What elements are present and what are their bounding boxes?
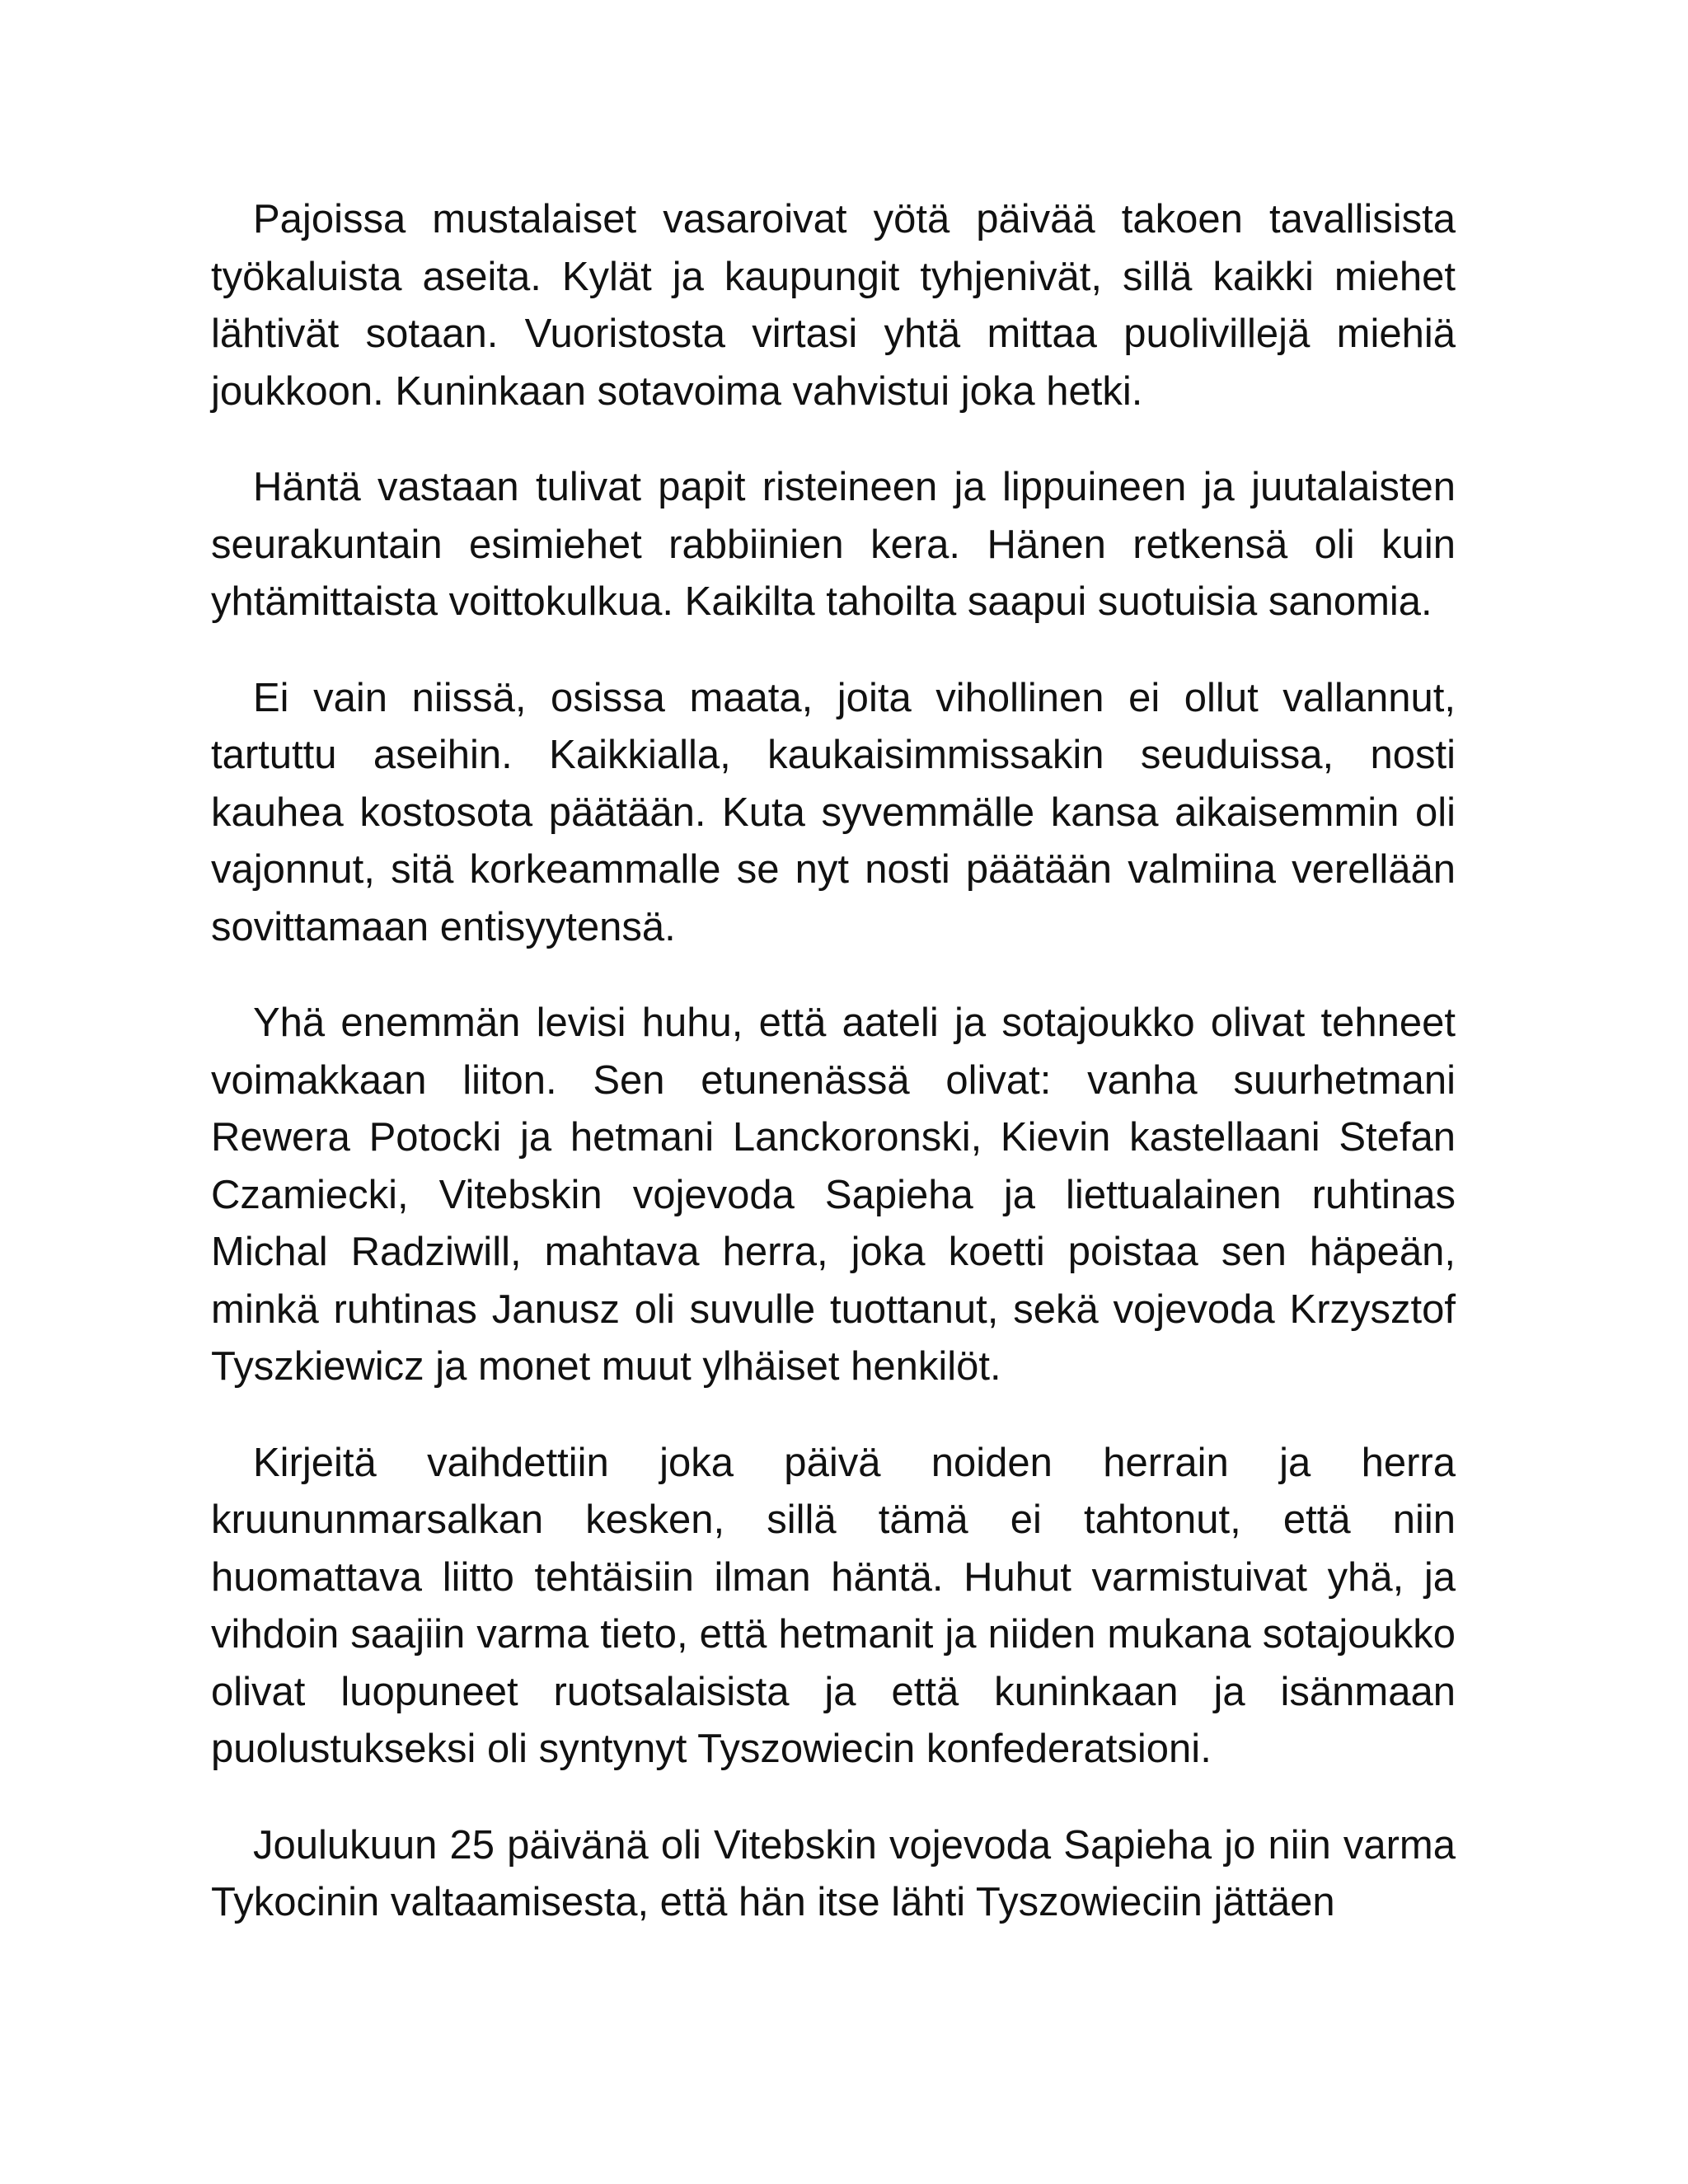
paragraph-3: Ei vain niissä, osissa maata, joita vihollinen ei ollut vallannut, tartuttu aseihin. Kaikkialla, kaukaisimmissakin seuduissa, nosti kauhea kostosota päätään. Kuta syvemmälle kansa aikaisemmin oli vajonnut, sitä korkeammalle se nyt nosti päätään valmiina verellään sovittamaan entisyytensä.	[211, 675, 1456, 949]
paragraph-4: Yhä enemmän levisi huhu, että aateli ja sotajoukko olivat tehneet voimakkaan liiton. Sen etunenässä olivat: vanha suurhetmani Rewera Potocki ja hetmani Lanckoronski, Kievin kastellaani Stefan Czamiecki, Vitebskin vojevoda Sapieha ja liettualainen ruhtinas Michal Radziwill, mahtava herra, joka koetti poistaa sen häpeän, minkä ruhtinas Janusz oli suvulle tuottanut, sekä vojevoda Krzysztof Tyszkiewicz ja monet muut ylhäiset henkilöt.	[211, 1001, 1456, 1389]
paragraph-5: Kirjeitä vaihdettiin joka päivä noiden herrain ja herra kruununmarsalkan kesken, sillä tämä ei tahtonut, että niin huomattava liitto tehtäisiin ilman häntä. Huhut varmistuivat yhä, ja vihdoin saajiin varma tieto, että hetmanit ja niiden mukana sotajoukko olivat luopuneet ruotsalaisista ja että kuninkaan ja isänmaan puolustukseksi oli syntynyt Tyszowiecin konfederatsioni.	[211, 1440, 1456, 1771]
paragraph-1: Pajoissa mustalaiset vasaroivat yötä päivää takoen tavallisista työkaluista aseita. Kylät ja kaupungit tyhjenivät, sillä kaikki miehet lähtivät sotaan. Vuoristosta virtasi yhtä mittaa puolivillejä miehiä joukkoon. Kuninkaan sotavoima vahvistui joka hetki.	[211, 197, 1456, 414]
paragraph-2: Häntä vastaan tulivat papit risteineen ja lippuineen ja juutalaisten seurakuntain esimiehet rabbiinien kera. Hänen retkensä oli kuin yhtämittaista voittokulkua. Kaikilta tahoilta saapui suotuisia sanomia.	[211, 465, 1456, 624]
text-column	[211, 191, 1456, 1971]
paragraph-6: Joulukuun 25 päivänä oli Vitebskin vojevoda Sapieha jo niin varma Tykocinin valtaamisesta, että hän itse lähti Tyszowieciin jättäen	[211, 1822, 1456, 1924]
